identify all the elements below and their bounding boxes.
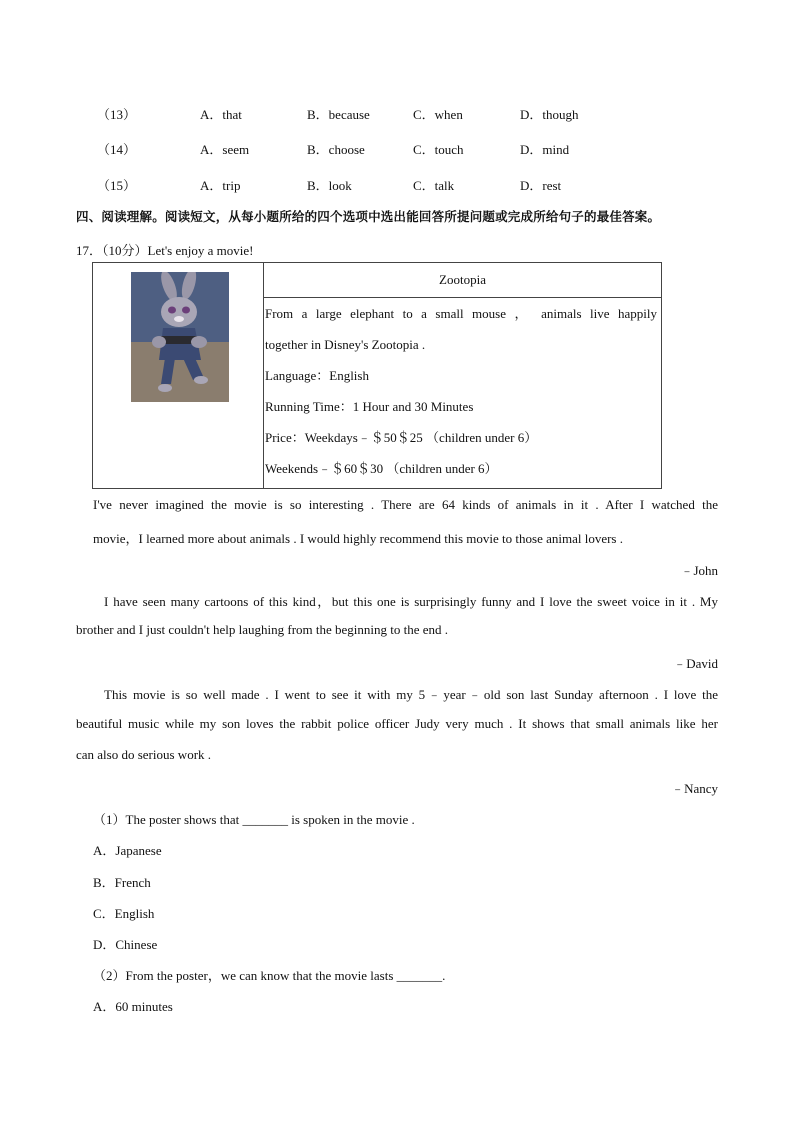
review-david-line: I have seen many cartoons of this kind，but this one is surprisingly funny and I love the sweet voice in it . My (104, 594, 718, 609)
question-1-option-a: A．Japanese (93, 843, 162, 858)
poster-image-cell (93, 263, 264, 489)
option-row-13 (0, 104, 794, 124)
movie-running-time: Running Time：1 Hour and 30 Minutes (265, 399, 474, 414)
option-row-14 (0, 139, 794, 159)
section-heading: 四、阅读理解。阅读短文，从每小题所给的四个选项中选出能回答所提问题或完成所给句子的最佳答案。 (76, 209, 661, 224)
question-1-option-b: B．French (93, 875, 151, 890)
option-d: D．mind (520, 142, 570, 157)
option-c: C．when (413, 107, 463, 122)
option-b: B．choose (307, 142, 365, 157)
price-weekdays: Price：Weekdays﹣＄50＄25 （children under 6） (265, 430, 538, 445)
question-1-option-c: C．English (93, 906, 155, 921)
option-a: A．that (200, 107, 242, 122)
review-john-signature: ﹣John (680, 563, 718, 578)
rabbit-officer-illustration (131, 272, 229, 402)
question-1-stem: （1）The poster shows that _______ is spoken in the movie . (93, 812, 415, 827)
option-d: D．rest (520, 178, 562, 193)
review-john-line: movie，I learned more about animals . I would highly recommend this movie to those animal lovers . (93, 531, 623, 546)
review-david-line: brother and I just couldn't help laughing from the beginning to the end . (76, 622, 449, 637)
question-2-option-a: A．60 minutes (93, 999, 173, 1014)
question-1-option-d: D．Chinese (93, 937, 158, 952)
question-header: 17．（10分）Let's enjoy a movie! (76, 243, 254, 258)
option-a: A．seem (200, 142, 250, 157)
question-number: （14） (97, 142, 137, 157)
movie-title: Zootopia (264, 263, 661, 298)
option-row-15 (0, 175, 794, 195)
option-b: B．because (307, 107, 370, 122)
option-b: B．look (307, 178, 352, 193)
option-a: A．trip (200, 178, 241, 193)
review-nancy-line: beautiful music while my son loves the rabbit police officer Judy very much . It shows that small animals like her (76, 716, 718, 731)
review-john-line: I've never imagined the movie is so interesting . There are 64 kinds of animals in it . After I watched the (93, 497, 718, 512)
question-number: （15） (97, 178, 137, 193)
question-number: （13） (97, 107, 137, 122)
option-d: D．though (520, 107, 579, 122)
movie-poster-table (92, 262, 662, 489)
review-nancy-signature: ﹣Nancy (671, 781, 718, 796)
review-nancy-line: can also do serious work . (76, 747, 212, 762)
movie-description-line: From a large elephant to a small mouse ， animals live happily (265, 306, 657, 321)
review-nancy-line: This movie is so well made . I went to see it with my 5﹣year﹣old son last Sunday afternoon . I love the (104, 687, 718, 702)
poster-info-cell (264, 263, 662, 489)
option-c: C．talk (413, 178, 455, 193)
movie-description-line: together in Disney's Zootopia . (265, 337, 426, 352)
question-2-stem: （2）From the poster，we can know that the movie lasts _______. (93, 968, 446, 983)
review-david-signature: ﹣David (673, 656, 718, 671)
option-c: C．touch (413, 142, 464, 157)
movie-language: Language：English (265, 368, 369, 383)
price-weekends: Weekends﹣＄60＄30 （children under 6） (265, 461, 498, 476)
movie-character-image (131, 272, 229, 402)
